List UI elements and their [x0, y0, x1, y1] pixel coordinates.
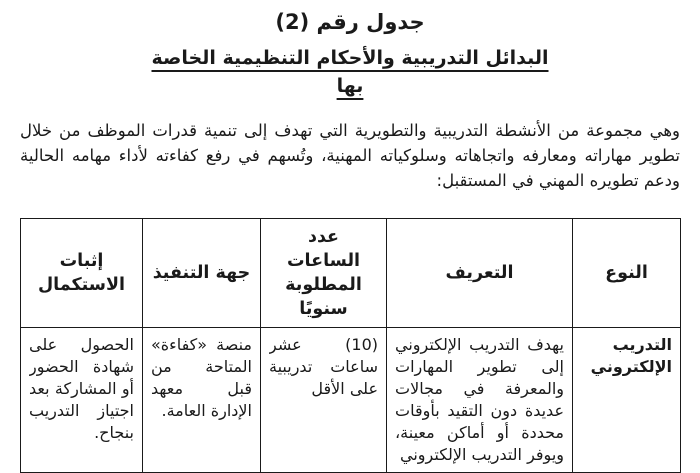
header-type: النوع [573, 219, 681, 328]
header-hours: عدد الساعات المطلوبة سنويًا [261, 219, 387, 328]
table-subtitle: البدائل التدريبية والأحكام التنظيمية الخاصة بها [151, 47, 549, 97]
intro-paragraph: وهي مجموعة من الأنشطة التدريبية والتطويرية التي تهدف إلى تنمية قدرات الموظف من خلال تطوير مهاراته ومعارفه واتجاهاته وسلوكياته المهنية، وتُسهم في رفع كفاءته لأداء مهامه الحالية ودعم تطويره المهني في المستقبل: [20, 121, 680, 190]
header-provider: جهة التنفيذ [143, 219, 261, 328]
header-proof: إثبات الاستكمال [21, 219, 143, 328]
cell-type: التدريب الإلكتروني [573, 328, 681, 473]
table-row [21, 328, 681, 473]
header-definition: التعريف [387, 219, 573, 328]
training-alternatives-table [20, 218, 681, 473]
cell-provider: منصة «كفاءة» المتاحة من قبل معهد الإدارة العامة. [143, 328, 261, 473]
table-header-row [21, 219, 681, 328]
cell-proof: الحصول على شهادة الحضور أو المشاركة بعد اجتياز التدريب بنجاح. [21, 328, 143, 473]
table-title: جدول رقم (2) [275, 10, 425, 34]
cell-hours: (10) عشر ساعات تدريبية على الأقل [261, 328, 387, 473]
cell-definition: يهدف التدريب الإلكتروني إلى تطوير المهارات والمعرفة في مجالات عديدة دون التقيد بأوقات محددة أو أماكن معينة، ويوفر التدريب الإلكتروني [387, 328, 573, 473]
